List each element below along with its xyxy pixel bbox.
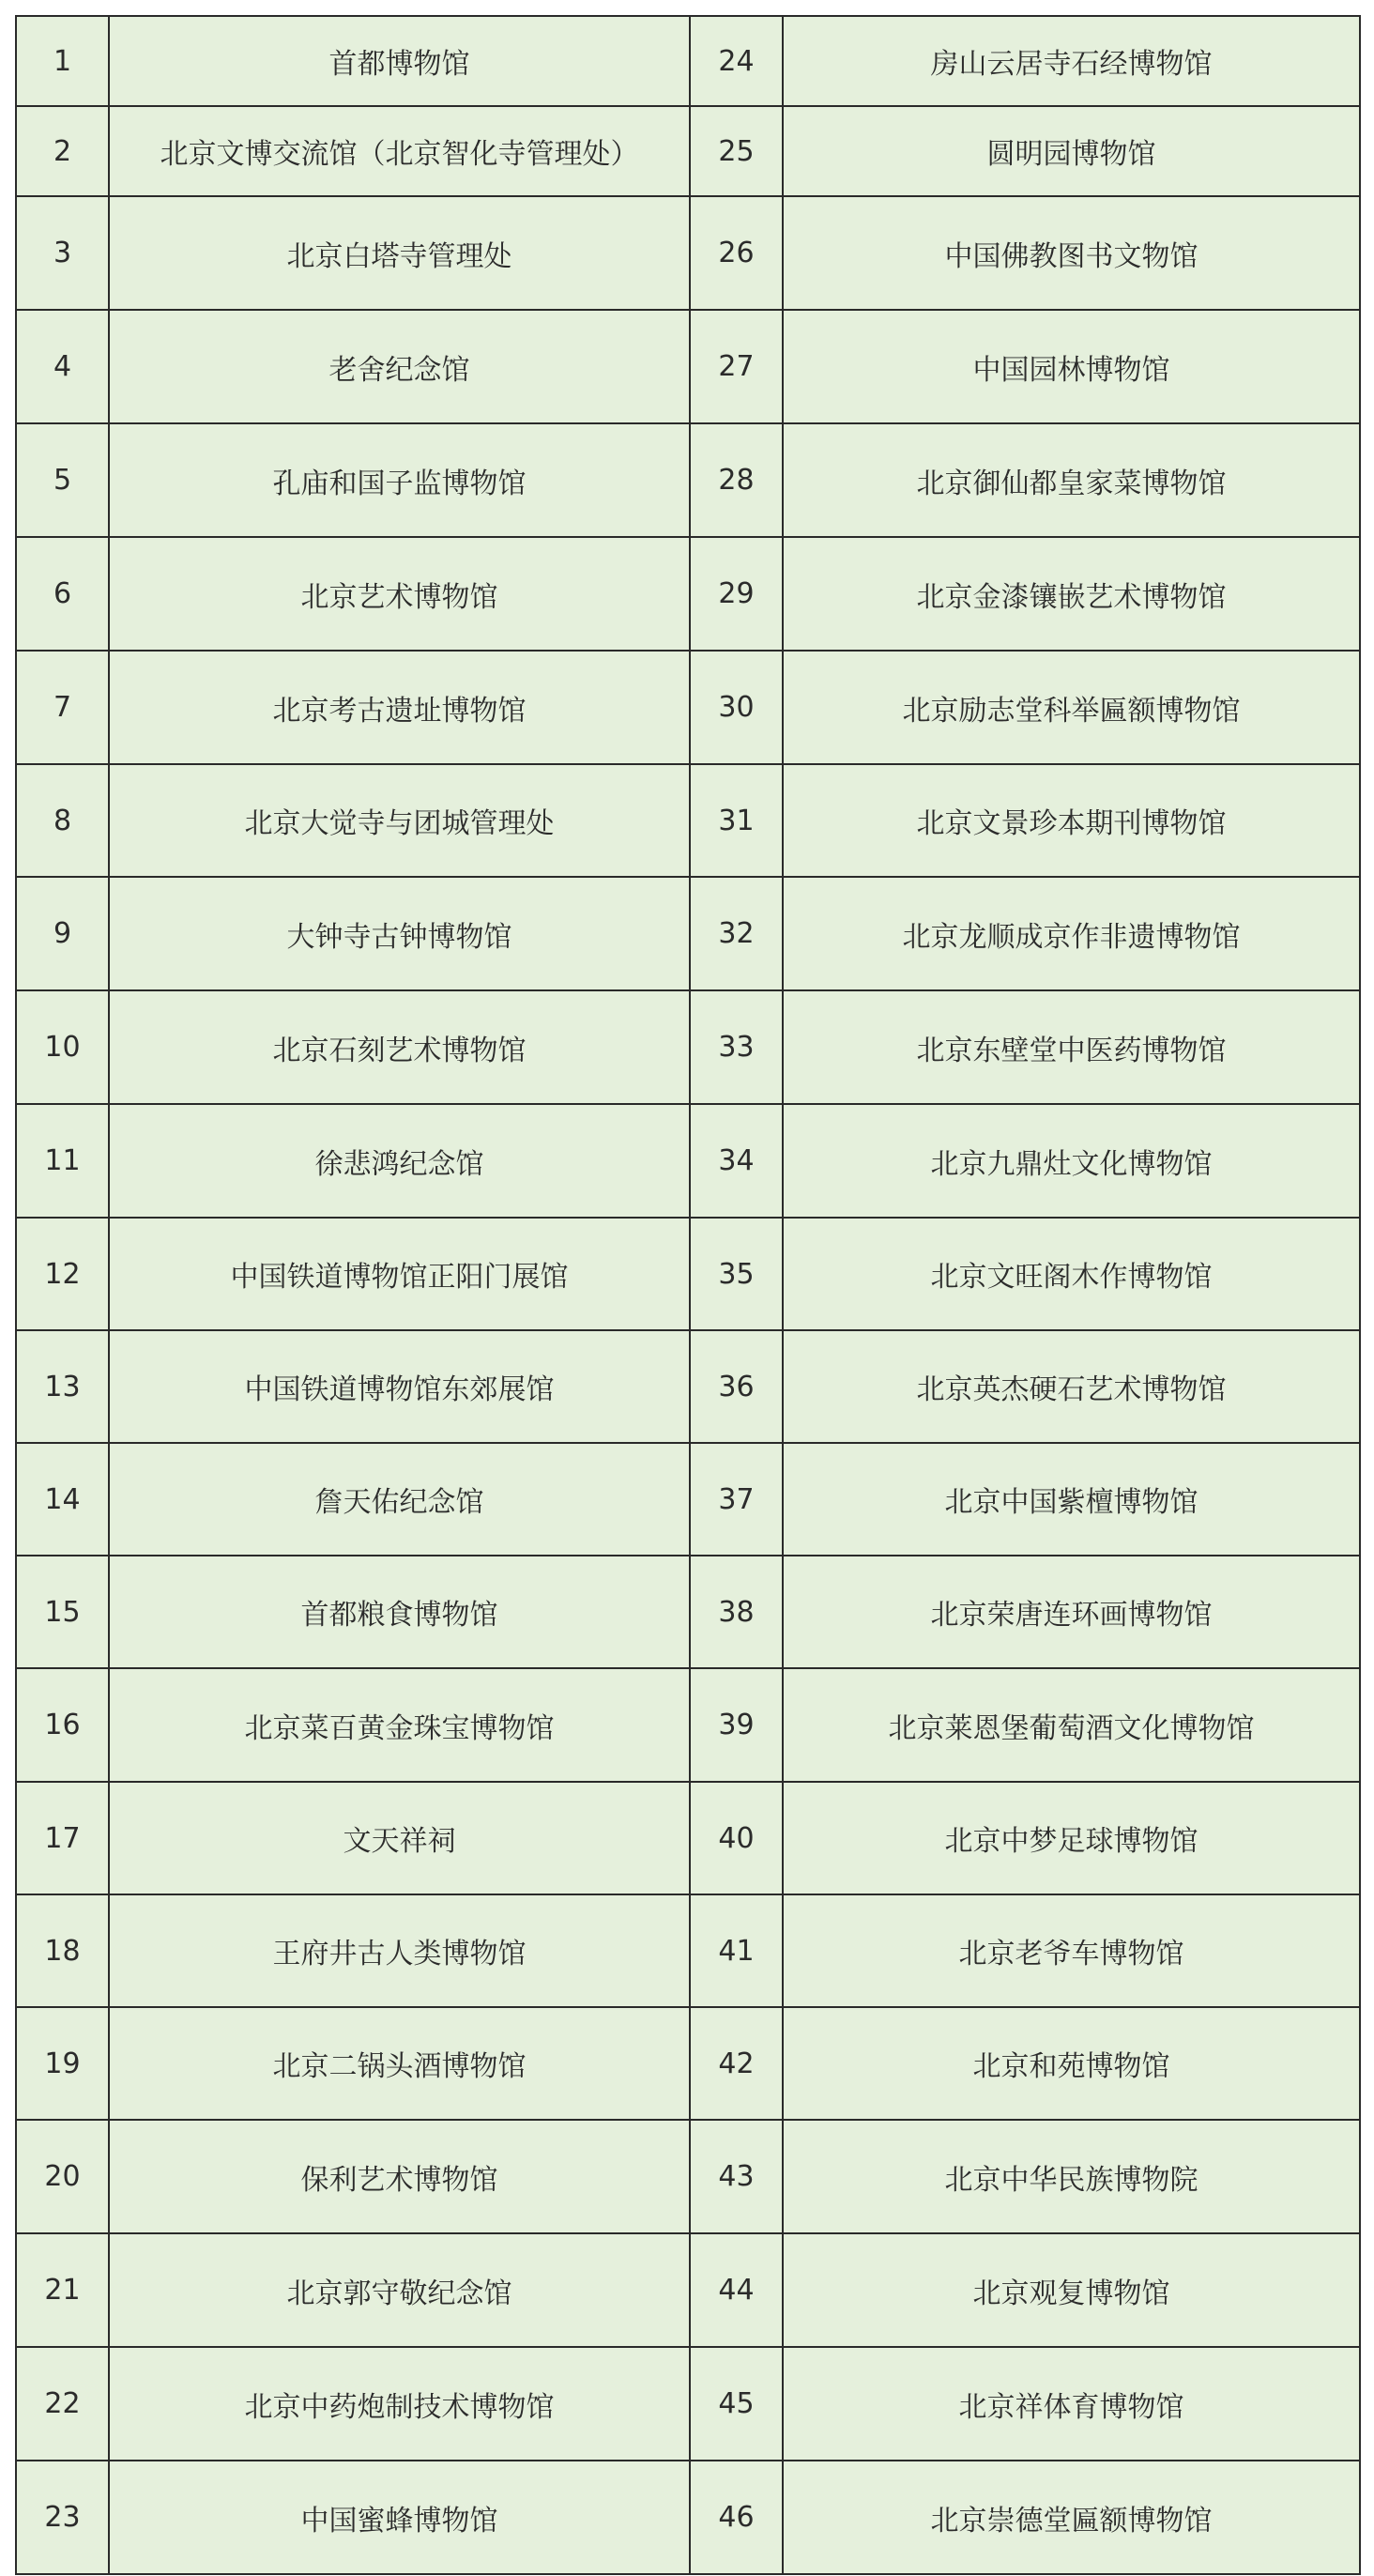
row-number-cell: 42 [690, 2007, 783, 2120]
museum-name-cell: 北京考古遗址博物馆 [109, 651, 690, 764]
museum-name-cell: 孔庙和国子监博物馆 [109, 423, 690, 537]
row-number-cell: 17 [16, 1782, 109, 1894]
row-number-cell: 19 [16, 2007, 109, 2120]
row-number-cell: 45 [690, 2347, 783, 2461]
table-row [16, 1668, 1360, 1782]
row-number-cell: 26 [690, 196, 783, 310]
row-number-cell: 35 [690, 1218, 783, 1330]
museum-name-cell: 北京英杰硬石艺术博物馆 [783, 1330, 1360, 1443]
row-number-cell: 10 [16, 990, 109, 1104]
museum-name-cell: 北京中华民族博物院 [783, 2120, 1360, 2233]
museum-name-cell: 中国园林博物馆 [783, 310, 1360, 423]
museum-name-cell: 北京九鼎灶文化博物馆 [783, 1104, 1360, 1218]
row-number-cell: 39 [690, 1668, 783, 1782]
row-number-cell: 43 [690, 2120, 783, 2233]
row-number-cell: 2 [16, 106, 109, 196]
museum-name-cell: 詹天佑纪念馆 [109, 1443, 690, 1556]
table-row [16, 651, 1360, 764]
table-row [16, 1104, 1360, 1218]
table-row [16, 1782, 1360, 1894]
museum-name-cell: 中国铁道博物馆正阳门展馆 [109, 1218, 690, 1330]
table-row [16, 990, 1360, 1104]
row-number-cell: 16 [16, 1668, 109, 1782]
museum-name-cell: 王府井古人类博物馆 [109, 1894, 690, 2007]
row-number-cell: 18 [16, 1894, 109, 2007]
museum-name-cell: 圆明园博物馆 [783, 106, 1360, 196]
row-number-cell: 30 [690, 651, 783, 764]
table-row [16, 310, 1360, 423]
row-number-cell: 9 [16, 877, 109, 990]
museum-name-cell: 北京大觉寺与团城管理处 [109, 764, 690, 877]
row-number-cell: 5 [16, 423, 109, 537]
row-number-cell: 27 [690, 310, 783, 423]
row-number-cell: 34 [690, 1104, 783, 1218]
row-number-cell: 44 [690, 2233, 783, 2347]
row-number-cell: 4 [16, 310, 109, 423]
museum-name-cell: 北京崇德堂匾额博物馆 [783, 2461, 1360, 2574]
museum-list-body [16, 16, 1360, 2574]
museum-name-cell: 北京二锅头酒博物馆 [109, 2007, 690, 2120]
museum-name-cell: 保利艺术博物馆 [109, 2120, 690, 2233]
museum-name-cell: 徐悲鸿纪念馆 [109, 1104, 690, 1218]
museum-name-cell: 北京观复博物馆 [783, 2233, 1360, 2347]
row-number-cell: 41 [690, 1894, 783, 2007]
row-number-cell: 29 [690, 537, 783, 651]
museum-name-cell: 北京文博交流馆（北京智化寺管理处） [109, 106, 690, 196]
museum-name-cell: 北京中国紫檀博物馆 [783, 1443, 1360, 1556]
table-row [16, 423, 1360, 537]
museum-name-cell: 北京中药炮制技术博物馆 [109, 2347, 690, 2461]
museum-name-cell: 北京艺术博物馆 [109, 537, 690, 651]
museum-name-cell: 北京菜百黄金珠宝博物馆 [109, 1668, 690, 1782]
row-number-cell: 38 [690, 1556, 783, 1668]
museum-name-cell: 北京莱恩堡葡萄酒文化博物馆 [783, 1668, 1360, 1782]
row-number-cell: 31 [690, 764, 783, 877]
table-row [16, 2461, 1360, 2574]
row-number-cell: 12 [16, 1218, 109, 1330]
row-number-cell: 37 [690, 1443, 783, 1556]
row-number-cell: 8 [16, 764, 109, 877]
table-row [16, 537, 1360, 651]
museum-name-cell: 北京御仙都皇家菜博物馆 [783, 423, 1360, 537]
row-number-cell: 28 [690, 423, 783, 537]
table-row [16, 764, 1360, 877]
row-number-cell: 6 [16, 537, 109, 651]
row-number-cell: 25 [690, 106, 783, 196]
row-number-cell: 3 [16, 196, 109, 310]
table-row [16, 16, 1360, 106]
row-number-cell: 40 [690, 1782, 783, 1894]
table-row [16, 106, 1360, 196]
row-number-cell: 21 [16, 2233, 109, 2347]
museum-name-cell: 大钟寺古钟博物馆 [109, 877, 690, 990]
museum-name-cell: 文天祥祠 [109, 1782, 690, 1894]
museum-name-cell: 北京老爷车博物馆 [783, 1894, 1360, 2007]
museum-name-cell: 北京龙顺成京作非遗博物馆 [783, 877, 1360, 990]
museum-name-cell: 中国铁道博物馆东郊展馆 [109, 1330, 690, 1443]
row-number-cell: 11 [16, 1104, 109, 1218]
museum-list-table [15, 15, 1361, 2575]
table-row [16, 2120, 1360, 2233]
museum-name-cell: 中国蜜蜂博物馆 [109, 2461, 690, 2574]
row-number-cell: 23 [16, 2461, 109, 2574]
museum-name-cell: 首都博物馆 [109, 16, 690, 106]
table-row [16, 1218, 1360, 1330]
table-row [16, 1443, 1360, 1556]
museum-name-cell: 北京和苑博物馆 [783, 2007, 1360, 2120]
museum-name-cell: 北京金漆镶嵌艺术博物馆 [783, 537, 1360, 651]
table-row [16, 2347, 1360, 2461]
museum-name-cell: 北京文景珍本期刊博物馆 [783, 764, 1360, 877]
row-number-cell: 46 [690, 2461, 783, 2574]
table-row [16, 1556, 1360, 1668]
row-number-cell: 15 [16, 1556, 109, 1668]
museum-name-cell: 北京励志堂科举匾额博物馆 [783, 651, 1360, 764]
museum-name-cell: 北京荣唐连环画博物馆 [783, 1556, 1360, 1668]
table-row [16, 1330, 1360, 1443]
row-number-cell: 36 [690, 1330, 783, 1443]
museum-name-cell: 北京文旺阁木作博物馆 [783, 1218, 1360, 1330]
museum-name-cell: 房山云居寺石经博物馆 [783, 16, 1360, 106]
museum-name-cell: 北京石刻艺术博物馆 [109, 990, 690, 1104]
row-number-cell: 13 [16, 1330, 109, 1443]
museum-name-cell: 中国佛教图书文物馆 [783, 196, 1360, 310]
museum-name-cell: 北京白塔寺管理处 [109, 196, 690, 310]
row-number-cell: 14 [16, 1443, 109, 1556]
row-number-cell: 22 [16, 2347, 109, 2461]
table-row [16, 877, 1360, 990]
table-row [16, 2007, 1360, 2120]
museum-name-cell: 北京中梦足球博物馆 [783, 1782, 1360, 1894]
row-number-cell: 24 [690, 16, 783, 106]
row-number-cell: 20 [16, 2120, 109, 2233]
row-number-cell: 1 [16, 16, 109, 106]
row-number-cell: 32 [690, 877, 783, 990]
museum-name-cell: 北京郭守敬纪念馆 [109, 2233, 690, 2347]
row-number-cell: 7 [16, 651, 109, 764]
museum-name-cell: 北京祥体育博物馆 [783, 2347, 1360, 2461]
row-number-cell: 33 [690, 990, 783, 1104]
museum-name-cell: 老舍纪念馆 [109, 310, 690, 423]
table-row [16, 196, 1360, 310]
museum-name-cell: 北京东壁堂中医药博物馆 [783, 990, 1360, 1104]
museum-name-cell: 首都粮食博物馆 [109, 1556, 690, 1668]
table-row [16, 2233, 1360, 2347]
table-row [16, 1894, 1360, 2007]
